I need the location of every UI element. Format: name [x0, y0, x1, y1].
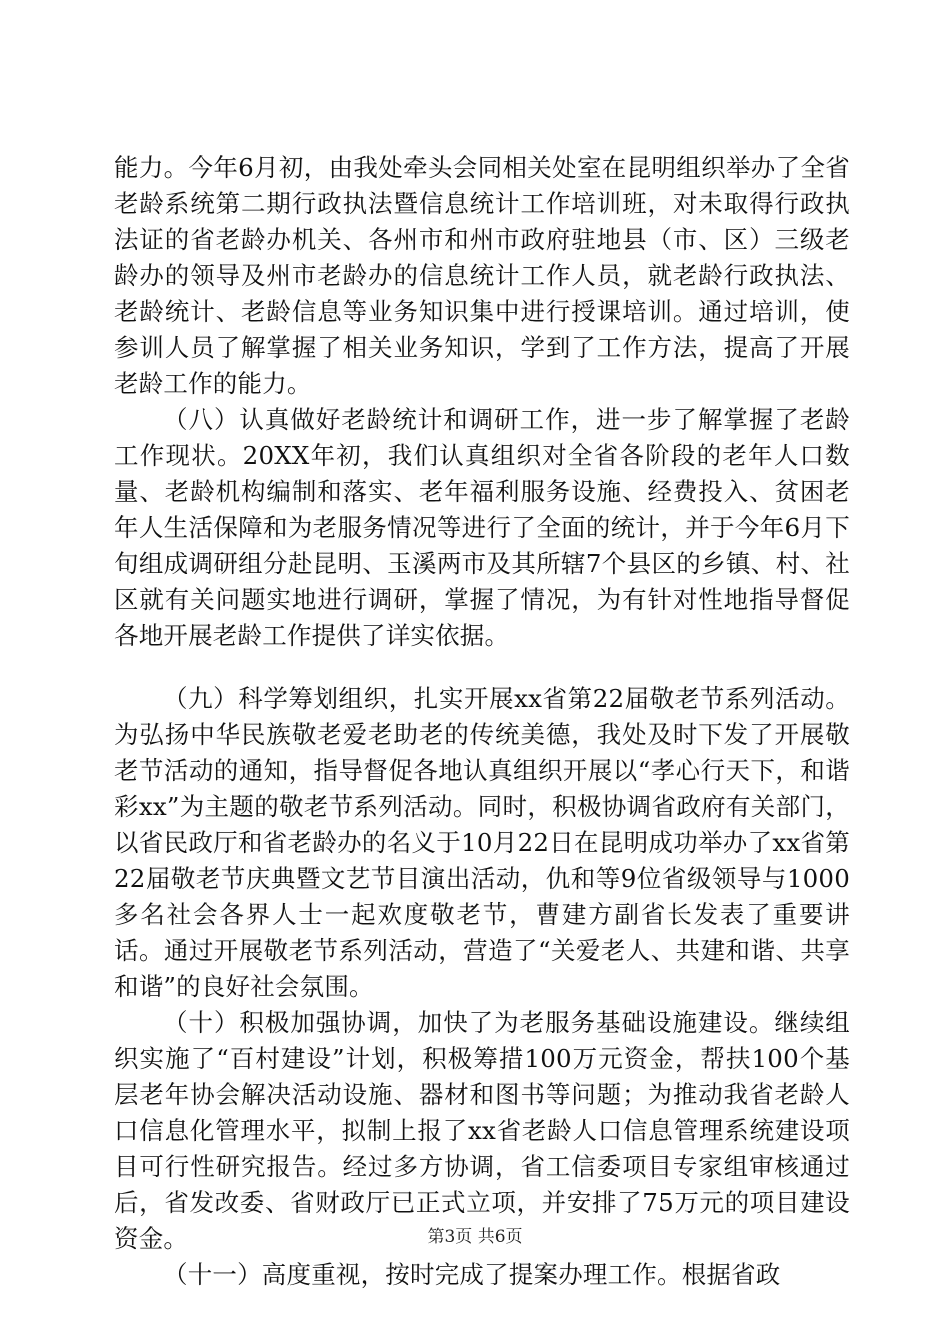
paragraph-statistics-research: （八）认真做好老龄统计和调研工作，进一步了解掌握了老龄工作现状。20XX年初，我们认真组织对全省各阶段的老年人口数量、老龄机构编制和落实、老年福利服务设施、经费投入、贫困老年人生活保障和为老服务情况等进行了全面的统计，并于今年6月下旬组成调研组分赴昆明、玉溪两市及其所辖7个县区的乡镇、村、社区就有关问题实地进行调研，掌握了情况，为有针对性地指导督促各地开展老龄工作提供了详实依据。: [114, 405, 850, 650]
paragraph-infrastructure: （十）积极加强协调，加快了为老服务基础设施建设。继续组织实施了“百村建设”计划，积极筹措100万元资金，帮扶100个基层老年协会解决活动设施、器材和图书等问题；为推动我省老龄人口信息化管理水平，拟制上报了xx省老龄人口信息管理系统建设项目可行性研究报告。经过多方协调，省工信委项目专家组审核通过后，省发改委、省财政厅已正式立项，并安排了75万元的项目建设资金。: [114, 1008, 850, 1253]
document-body: [114, 150, 850, 1293]
paragraph-proposal-handling: （十一）高度重视，按时完成了提案办理工作。根据省政: [163, 1260, 781, 1289]
paragraph-training: 能力。今年6月初，由我处牵头会同相关处室在昆明组织举办了全省老龄系统第二期行政执法暨信息统计工作培训班，对未取得行政执法证的省老龄办机关、各州市和州市政府驻地县（市、区）三级老龄办的领导及州市老龄办的信息统计工作人员，就老龄行政执法、老龄统计、老龄信息等业务知识集中进行授课培训。通过培训，使参训人员了解掌握了相关业务知识，学到了工作方法，提高了开展老龄工作的能力。: [114, 153, 850, 398]
page-footer: 第3页 共6页: [427, 1227, 523, 1247]
paragraph-elderly-festival: （九）科学筹划组织，扎实开展xx省第22届敬老节系列活动。为弘扬中华民族敬老爱老助老的传统美德，我处及时下发了开展敬老节活动的通知，指导督促各地认真组织开展以“孝心行天下，和谐彩xx”为主题的敬老节系列活动。同时，积极协调省政府有关部门，以省民政厅和省老龄办的名义于10月22日在昆明成功举办了xx省第22届敬老节庆典暨文艺节目演出活动，仇和等9位省级领导与1000多名社会各界人士一起欢度敬老节，曹建方副省长发表了重要讲话。通过开展敬老节系列活动，营造了“关爱老人、共建和谐、共享和谐”的良好社会氛围。: [114, 684, 850, 1001]
